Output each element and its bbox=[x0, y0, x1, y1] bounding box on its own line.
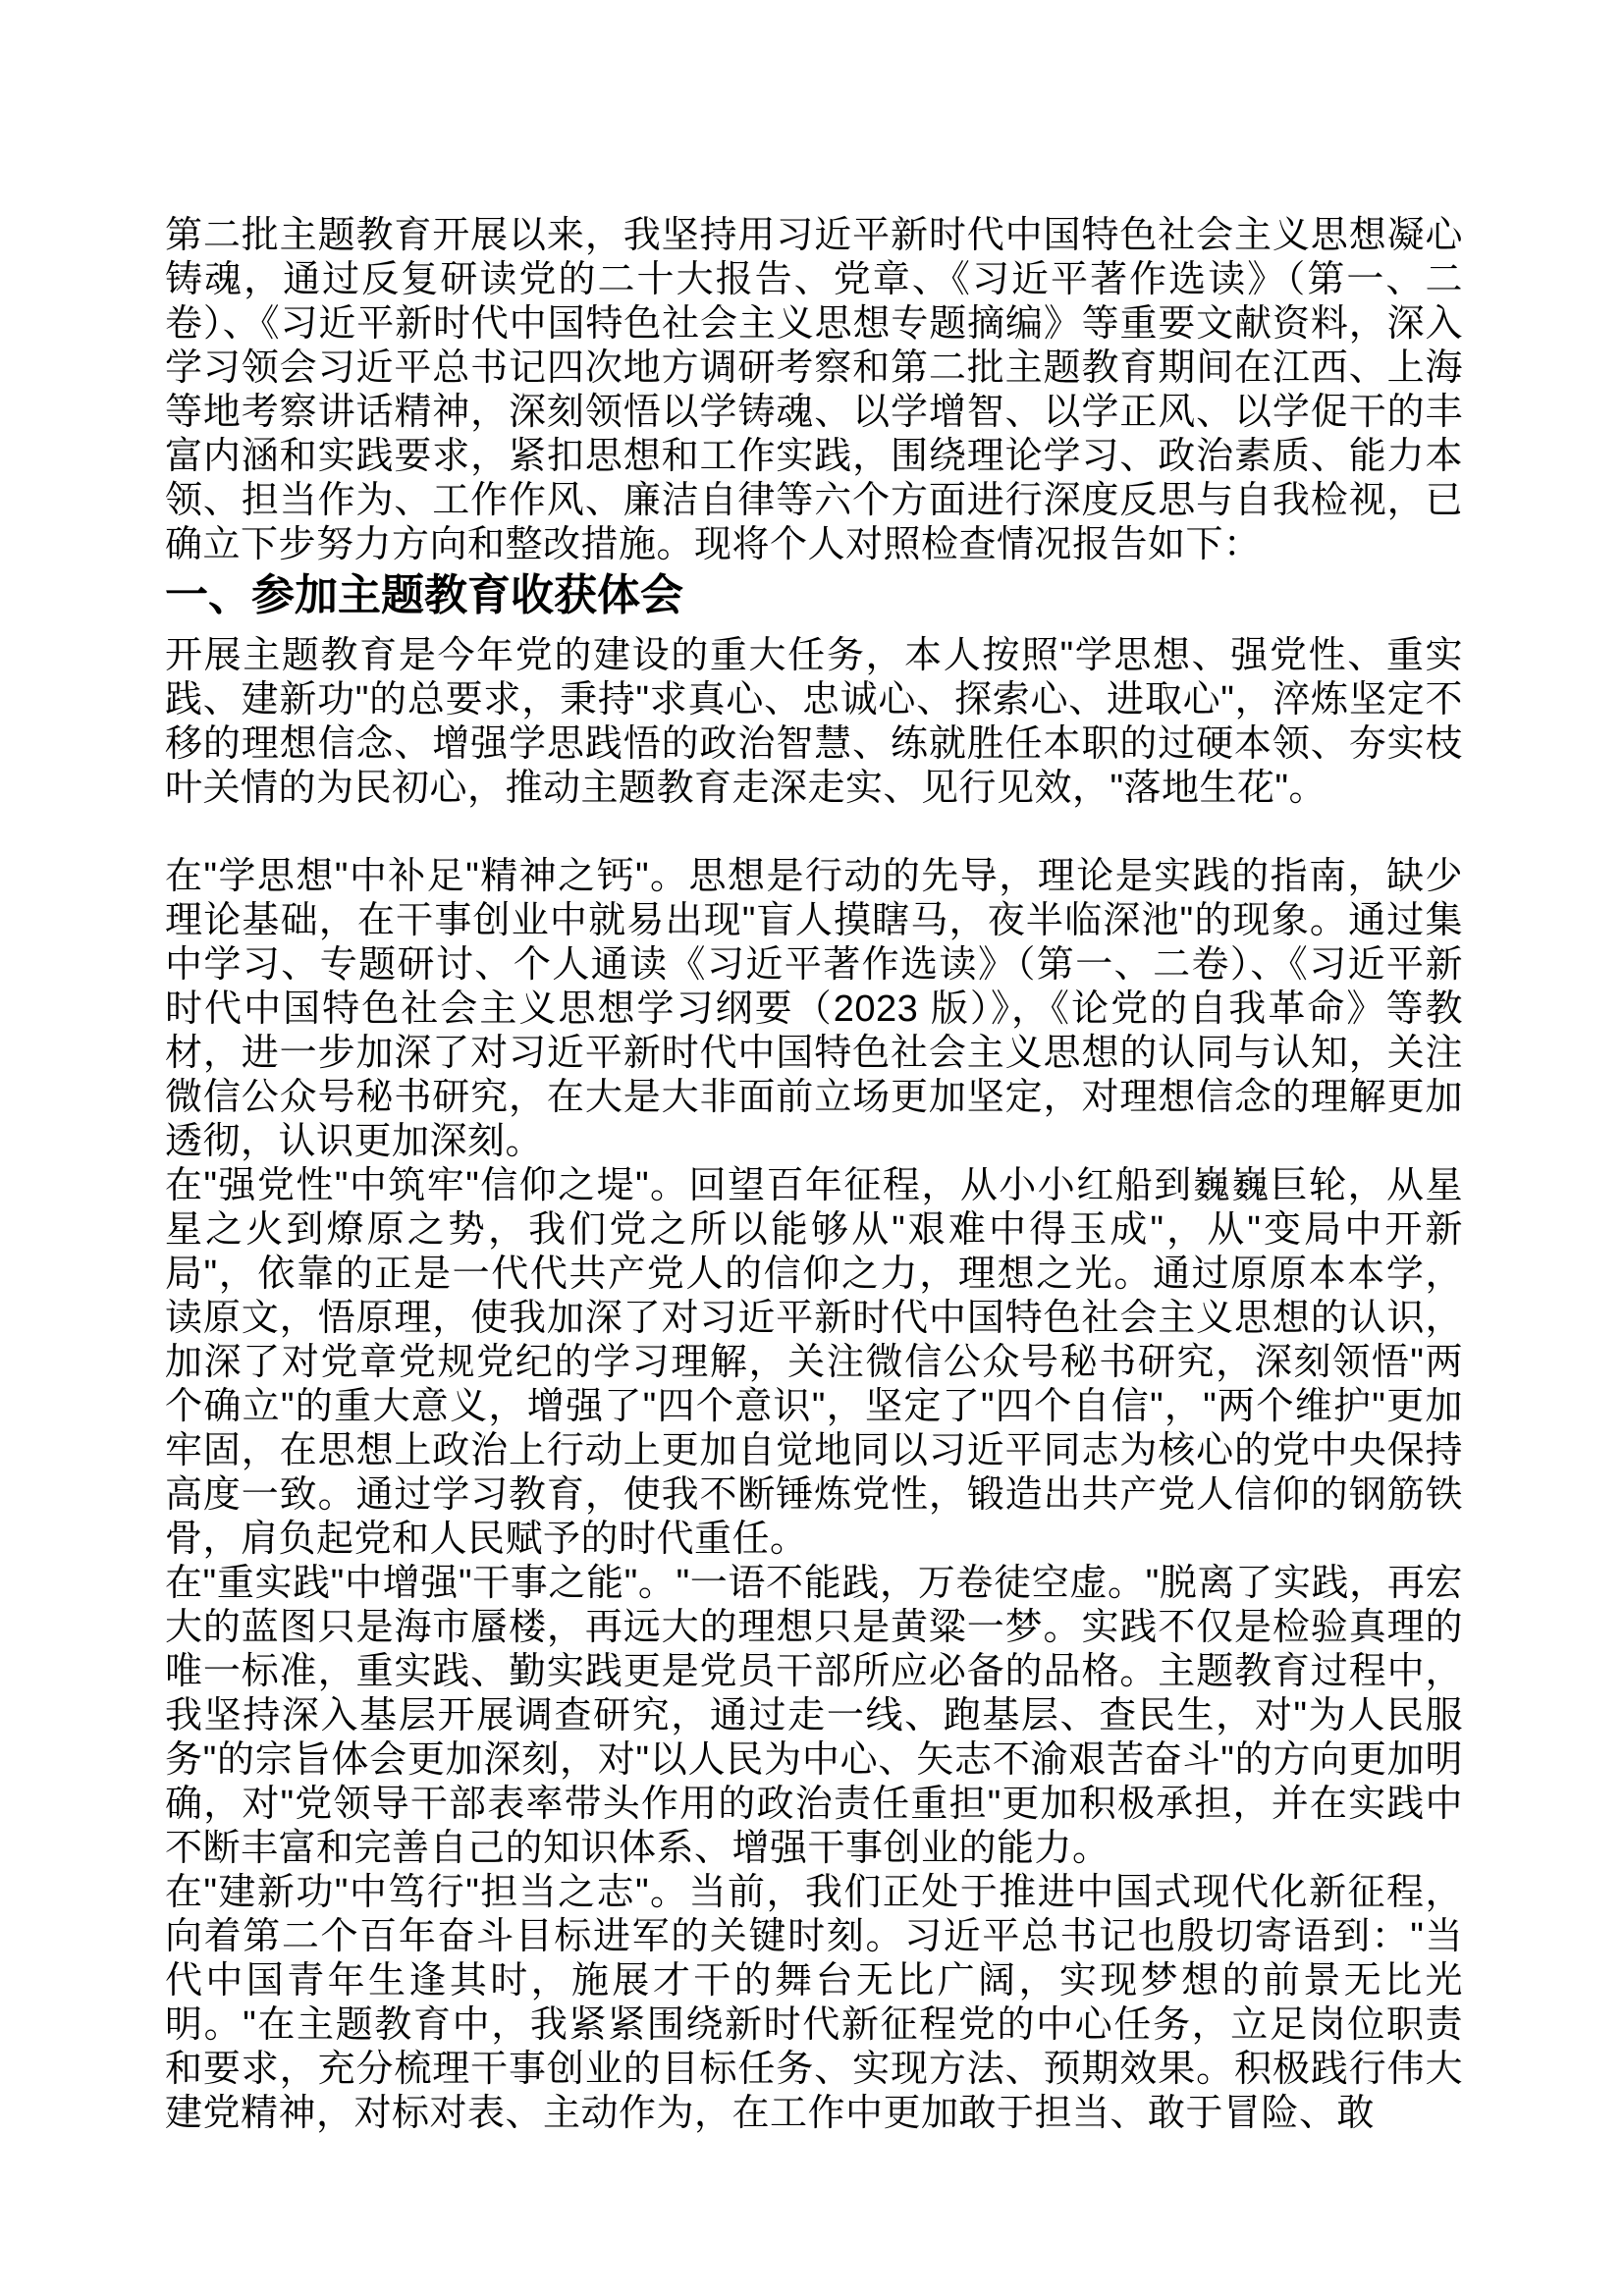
paragraph-overview: 开展主题教育是今年党的建设的重大任务，本人按照"学思想、强党性、重实践、建新功"的总要求，秉持"求真心、忠诚心、探索心、进取心"，淬炼坚定不移的理想信念、增强学思践悟的政治智慧、练就胜任本职的过硬本领、夯实枝叶关情的为民初心，推动主题教育走深走实、见行见效，"落地生花"。 bbox=[165, 635, 1463, 809]
blank-line-spacer bbox=[165, 811, 1463, 855]
paragraph-emphasize-practice: 在"重实践"中增强"干事之能"。"一语不能践，万卷徒空虚。"脱离了实践，再宏大的蓝图只是海市蜃楼，再远大的理想只是黄粱一梦。实践不仅是检验真理的唯一标准，重实践、勤实践更是党员干部所应必备的品格。主题教育过程中，我坚持深入基层开展调查研究，通过走一线、跑基层、查民生，对"为人民服务"的宗旨体会更加深刻，对"以人民为中心、矢志不渝艰苦奋斗"的方向更加明确，对"党领导干部表率带头作用的政治责任重担"更加积极承担，并在实践中不断丰富和完善自己的知识体系、增强干事创业的能力。 bbox=[165, 1563, 1463, 1869]
paragraph-build-new-achievements: 在"建新功"中笃行"担当之志"。当前，我们正处于推进中国式现代化新征程，向着第二个百年奋斗目标进军的关键时刻。习近平总书记也殷切寄语到："当代中国青年生逢其时，施展才干的舞台无比广阔，实现梦想的前景无比光明。"在主题教育中，我紧紧围绕新时代新征程党的中心任务，立足岗位职责和要求，充分梳理干事创业的目标任务、实现方法、预期效果。积极践行伟大建党精神，对标对表、主动作为，在工作中更加敢于担当、敢于冒险、敢 bbox=[165, 1872, 1463, 2134]
paragraph-learn-thought: 在"学思想"中补足"精神之钙"。思想是行动的先导，理论是实践的指南，缺少理论基础，在干事创业中就易出现"盲人摸瞎马，夜半临深池"的现象。通过集中学习、专题研讨、个人通读《习近平著作选读》（第一、二卷）、《习近平新时代中国特色社会主义思想学习纲要（2023 版）》，《论党的自我革命》等教材，进一步加深了对习近平新时代中国特色社会主义思想的认同与认知，关注微信公众号秘书研究，在大是大非面前立场更加坚定，对理想信念的理解更加透彻，认识更加深刻。 bbox=[165, 856, 1463, 1162]
paragraph-strengthen-party-spirit: 在"强党性"中筑牢"信仰之堤"。回望百年征程，从小小红船到巍巍巨轮，从星星之火到燎原之势，我们党之所以能够从"艰难中得玉成"，从"变局中开新局"，依靠的正是一代代共产党人的信仰之力，理想之光。通过原原本本学，读原文，悟原理，使我加深了对习近平新时代中国特色社会主义思想的认识，加深了对党章党规党纪的学习理解，关注微信公众号秘书研究，深刻领悟"两个确立"的重大意义，增强了"四个意识"，坚定了"四个自信"，"两个维护"更加牢固，在思想上政治上行动上更加自觉地同以习近平同志为核心的党中央保持高度一致。通过学习教育，使我不断锤炼党性，锻造出共产党人信仰的钢筋铁骨，肩负起党和人民赋予的时代重任。 bbox=[165, 1165, 1463, 1560]
section-heading: 一、参加主题教育收获体会 bbox=[165, 571, 683, 619]
intro-paragraph: 第二批主题教育开展以来，我坚持用习近平新时代中国特色社会主义思想凝心铸魂，通过反复研读党的二十大报告、党章、《习近平著作选读》（第一、二卷）、《习近平新时代中国特色社会主义思想专题摘编》等重要文献资料，深入学习领会习近平总书记四次地方调研考察和第二批主题教育期间在江西、上海等地考察讲话精神，深刻领悟以学铸魂、以学增智、以学正风、以学促干的丰富内涵和实践要求，紧扣思想和工作实践，围绕理论学习、政治素质、能力本领、担当作为、工作作风、廉洁自律等六个方面进行深度反思与自我检视，已确立下步努力方向和整改措施。现将个人对照检查情况报告如下： bbox=[165, 215, 1463, 565]
